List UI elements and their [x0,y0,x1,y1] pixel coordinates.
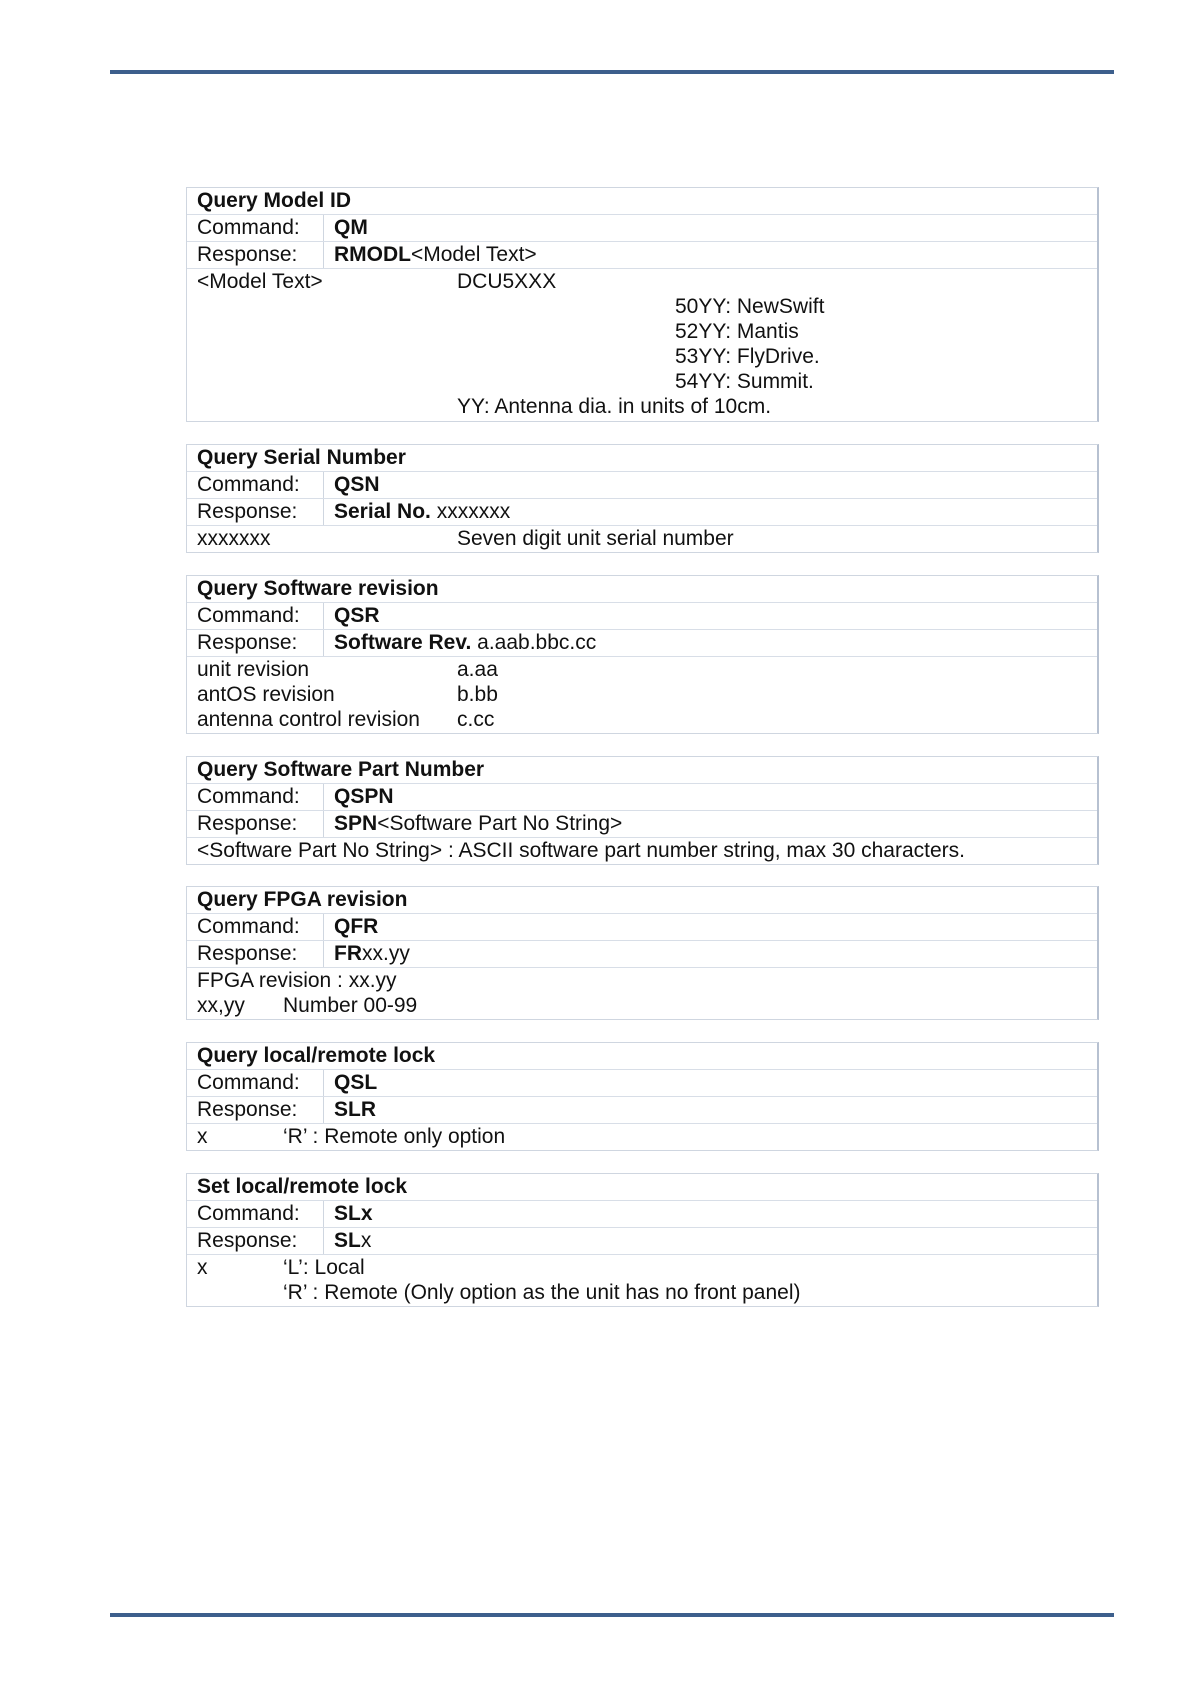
response-value: SLR [323,1097,376,1123]
query-software-part-number-table [186,756,1099,865]
param-description: <Software Part No String> : ASCII software part number string, max 30 characters. [197,839,965,862]
response-row [187,1227,1097,1254]
query-model-id-table [186,187,1099,422]
table-title-row [187,757,1097,783]
command-value: QSL [323,1070,377,1096]
description-area [187,1123,1097,1150]
command-label: Command: [197,604,300,627]
table-title-row [187,576,1097,602]
response-label: Response: [197,631,298,654]
description-area [187,268,1097,421]
table-title: Query Model ID [197,189,352,212]
table-title: Set local/remote lock [197,1175,408,1198]
response-keyword: FR [334,942,362,965]
response-param: x [360,1229,372,1252]
command-value: QM [323,215,368,241]
command-label: Command: [197,473,300,496]
response-row [187,629,1097,656]
response-param: xxxxxxx [430,500,511,523]
antenna-control-revision-value: c.cc [457,708,495,731]
command-value: QSPN [323,784,394,810]
set-lock-table [186,1173,1099,1307]
description-area [187,967,1097,1019]
variant-mantis: 52YY: Mantis [675,320,799,343]
unit-revision-value: a.aa [457,658,498,681]
param-description: ‘R’ : Remote only option [283,1125,506,1148]
option-local: ‘L’: Local [283,1256,365,1279]
param-description: Number 00-99 [283,994,418,1017]
response-param: <Software Part No String> [377,812,623,835]
antos-revision-label: antOS revision [197,683,335,706]
response-row [187,498,1097,525]
param-description: Seven digit unit serial number [457,527,734,550]
response-label: Response: [197,243,298,266]
description-area [187,837,1097,864]
response-keyword: Serial No. [334,500,431,523]
table-title-row [187,1174,1097,1200]
description-area [187,525,1097,552]
command-label: Command: [197,1071,300,1094]
description-area [187,1254,1097,1306]
response-row [187,810,1097,837]
table-title: Query Software revision [197,577,439,600]
model-text-label: <Model Text> [197,270,323,293]
param-name: xxxxxxx [197,527,271,550]
description-area [187,656,1097,733]
table-title-row [187,188,1097,214]
command-row [187,214,1097,241]
response-keyword: SPN [334,812,378,835]
response-keyword: RMODL [334,243,411,266]
response-param: xx.yy [362,942,410,965]
response-value [323,941,410,967]
response-label: Response: [197,1098,298,1121]
response-value [323,242,537,268]
command-label: Command: [197,216,300,239]
table-title-row [187,887,1097,913]
param-name: xx,yy [197,994,245,1017]
table-title: Query FPGA revision [197,888,408,911]
response-value [323,1228,371,1254]
table-title-row [187,445,1097,471]
query-fpga-revision-table [186,886,1099,1020]
table-title-row [187,1043,1097,1069]
response-param: <Model Text> [411,243,537,266]
model-value: DCU5XXX [457,270,557,293]
command-row [187,783,1097,810]
query-lock-table [186,1042,1099,1151]
command-label: Command: [197,785,300,808]
response-label: Response: [197,500,298,523]
response-keyword: SL [334,1229,361,1252]
command-value: QFR [323,914,378,940]
option-remote: ‘R’ : Remote (Only option as the unit has no front panel) [283,1281,801,1304]
command-row [187,913,1097,940]
variant-newswift: 50YY: NewSwift [675,295,825,318]
response-value [323,811,622,837]
antenna-control-revision-label: antenna control revision [197,708,420,731]
command-row [187,602,1097,629]
response-value [323,499,510,525]
response-param: a.aab.bbc.cc [471,631,597,654]
header-rule [110,70,1114,74]
table-title: Query local/remote lock [197,1044,436,1067]
response-row [187,241,1097,268]
response-value [323,630,596,656]
response-row [187,1096,1097,1123]
response-keyword: Software Rev. [334,631,472,654]
variant-summit: 54YY: Summit. [675,370,814,393]
command-row [187,471,1097,498]
command-label: Command: [197,915,300,938]
command-row [187,1069,1097,1096]
response-label: Response: [197,942,298,965]
table-title: Query Serial Number [197,446,406,469]
query-software-revision-table [186,575,1099,734]
footer-rule [110,1613,1114,1617]
variant-flydrive: 53YY: FlyDrive. [675,345,820,368]
param-name: x [197,1256,208,1279]
command-row [187,1200,1097,1227]
command-value: QSN [323,472,380,498]
command-value: SLx [323,1201,373,1227]
response-label: Response: [197,1229,298,1252]
query-serial-number-table [186,444,1099,553]
table-title: Query Software Part Number [197,758,485,781]
response-label: Response: [197,812,298,835]
fpga-revision-line: FPGA revision : xx.yy [197,969,397,992]
response-row [187,940,1097,967]
antos-revision-value: b.bb [457,683,498,706]
yy-note: YY: Antenna dia. in units of 10cm. [457,395,772,418]
unit-revision-label: unit revision [197,658,310,681]
command-value: QSR [323,603,380,629]
param-name: x [197,1125,208,1148]
command-label: Command: [197,1202,300,1225]
